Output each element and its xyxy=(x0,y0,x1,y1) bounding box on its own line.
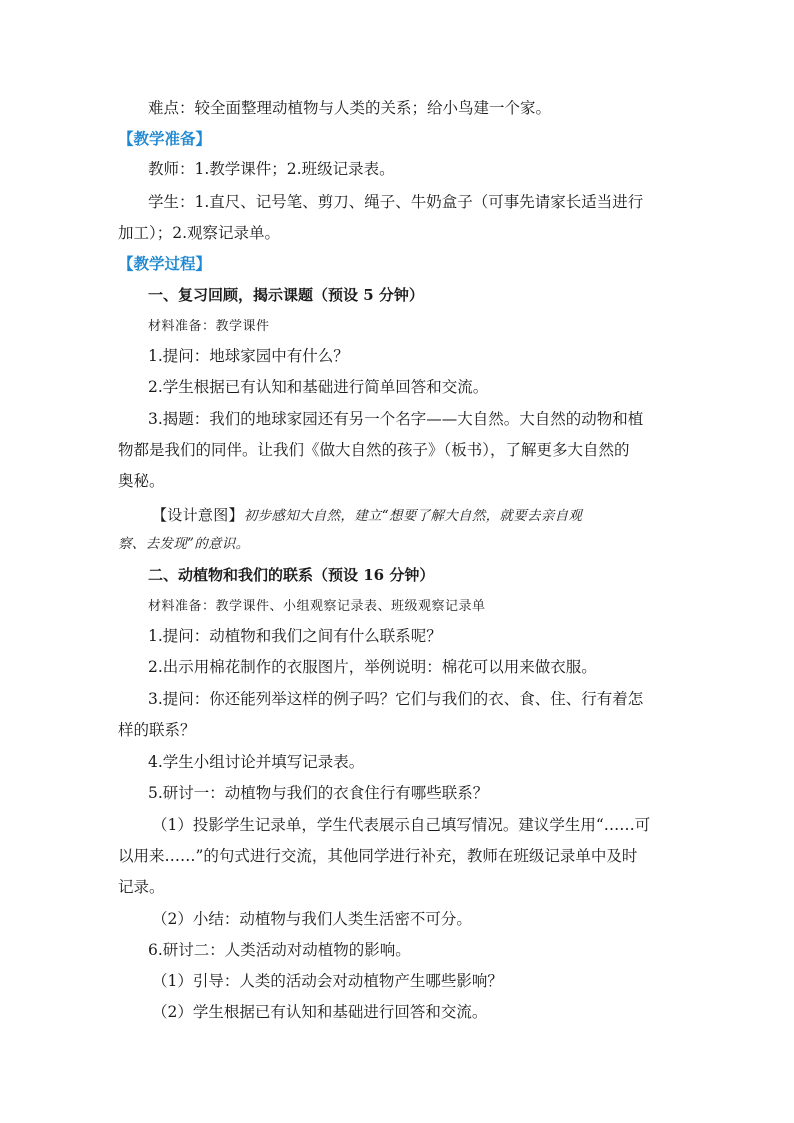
seminar-one-item-1-cont-1: 以用来……”的句式进行交流，其他同学进行补充，教师在班级记录单中及时 xyxy=(118,847,638,865)
section-one-title: 一、复习回顾，揭示课题（预设 5 分钟） xyxy=(148,286,424,304)
seminar-one-item-1: （1）投影学生记录单，学生代表展示自己填写情况。建议学生用“……可 xyxy=(152,816,651,834)
step-2-2-example: 2.出示用棉花制作的衣服图片，举例说明：棉花可以用来做衣服。 xyxy=(148,658,597,676)
step-2-3-question: 3.提问：你还能列举这样的例子吗？它们与我们的衣、食、住、行有着怎 xyxy=(148,690,644,708)
design-intent-body-cont: 察、去发现”的意识。 xyxy=(118,536,250,552)
design-intent-note-cont xyxy=(118,534,678,554)
step-3-reveal: 3.揭题：我们的地球家园还有另一个名字——大自然。大自然的动物和植 xyxy=(148,410,644,428)
section-two-materials: 材料准备：教学课件、小组观察记录表、班级观察记录单 xyxy=(148,599,486,614)
section-one-materials: 材料准备：教学课件 xyxy=(148,319,270,334)
design-intent-body: 初步感知大自然，建立“想要了解大自然，就要去亲自观 xyxy=(243,508,583,524)
seminar-one-item-2: （2）小结：动植物与我们人类生活密不可分。 xyxy=(152,910,472,928)
heading-teaching-process: 【教学过程】 xyxy=(118,254,212,273)
difficulty-line: 难点：较全面整理动植物与人类的关系；给小鸟建一个家。 xyxy=(148,99,552,117)
student-materials-line-cont: 加工）；2.观察记录单。 xyxy=(118,224,281,242)
step-2-1-question: 1.提问：动植物和我们之间有什么联系呢？ xyxy=(148,627,442,645)
step-3-reveal-cont-1: 物都是我们的同伴。让我们《做大自然的孩子》（板书），了解更多大自然的 xyxy=(118,441,630,459)
heading-teaching-preparation: 【教学准备】 xyxy=(118,129,212,148)
seminar-one-item-1-cont-2: 记录。 xyxy=(118,878,165,896)
teacher-materials-line: 教师：1.教学课件；2.班级记录表。 xyxy=(148,160,395,178)
design-intent-tag: 【设计意图】 xyxy=(152,506,244,524)
step-2-5-seminar-one: 5.研讨一：动植物与我们的衣食住行有哪些联系？ xyxy=(148,784,489,802)
section-two-title: 二、动植物和我们的联系（预设 16 分钟） xyxy=(148,566,435,584)
step-2-3-question-cont: 样的联系？ xyxy=(118,721,196,739)
step-3-reveal-cont-2: 奥秘。 xyxy=(118,472,165,490)
step-1-question: 1.提问：地球家园中有什么？ xyxy=(148,347,349,365)
design-intent-note xyxy=(152,505,712,526)
seminar-two-item-2: （2）学生根据已有认知和基础进行回答和交流。 xyxy=(152,1003,488,1021)
step-2-6-seminar-two: 6.研讨二：人类活动对动植物的影响。 xyxy=(148,941,411,959)
step-2-4-discussion: 4.学生小组讨论并填写记录表。 xyxy=(148,753,365,771)
seminar-two-item-1: （1）引导：人类的活动会对动植物产生哪些影响？ xyxy=(152,972,503,990)
step-2-answer: 2.学生根据已有认知和基础进行简单回答和交流。 xyxy=(148,378,489,396)
student-materials-line: 学生：1.直尺、记号笔、剪刀、绳子、牛奶盒子（可事先请家长适当进行 xyxy=(148,193,644,211)
